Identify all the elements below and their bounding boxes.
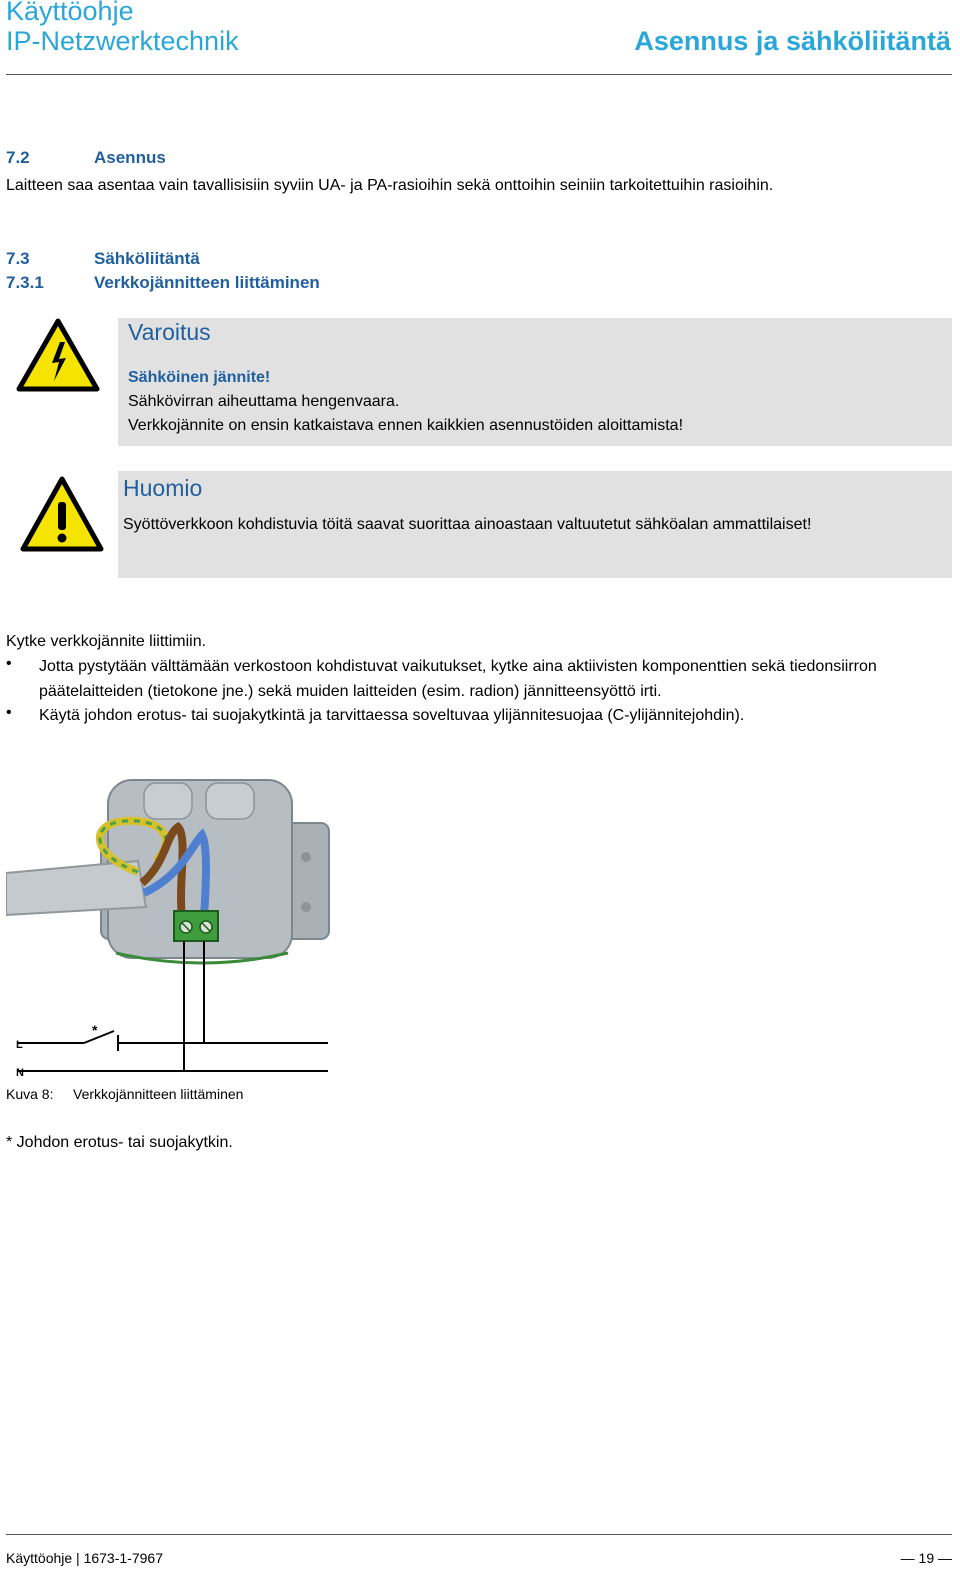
caution-exclamation-icon xyxy=(20,476,104,552)
footer-document-id: Käyttöohje | 1673-1-7967 xyxy=(6,1550,163,1566)
warning-line-2: Verkkojännite on ensin katkaistava ennen kaikkien asennustöiden aloittamista! xyxy=(128,417,684,434)
warning-subtitle: Sähköinen jännite! xyxy=(128,369,271,386)
connect-intro: Kytke verkkojännite liittimiin. xyxy=(6,633,207,650)
wiring-figure xyxy=(6,775,336,1080)
section-7-2-text: Laitteen saa asentaa vain tavallisisiin syviin UA- ja PA-rasioihin sekä onttoihin seiniin tarkoitettuihin rasioihin. xyxy=(6,177,774,194)
bullet-marker: • xyxy=(6,704,12,721)
figure-caption-text: Verkkojännitteen liittäminen xyxy=(73,1086,244,1102)
wiring-diagram xyxy=(6,775,336,1080)
bullet-item-2: Käytä johdon erotus- tai suojakytkintä ja tarvittaessa soveltuvaa ylijännitesuojaa (C-ylijännitejohdin). xyxy=(39,707,745,724)
section-title-sahkoliitanta: Sähköliitäntä xyxy=(94,249,200,268)
section-number-7-3-1: 7.3.1 xyxy=(6,273,44,292)
warning-line-1: Sähkövirran aiheuttama hengenvaara. xyxy=(128,393,400,410)
terminal-slot xyxy=(206,783,254,819)
chapter-title: Asennus ja sähköliitäntä xyxy=(634,26,951,56)
section-title-asennus: Asennus xyxy=(94,148,166,167)
bullet-marker: • xyxy=(6,655,12,672)
note-text: Syöttöverkkoon kohdistuvia töitä saavat suorittaa ainoastaan valtuutetut sähköalan ammattilaiset! xyxy=(123,516,812,533)
screw-hole xyxy=(301,852,311,862)
bullet-item-1: Jotta pystytään välttämään verkostoon kohdistuvat vaikutukset, kytke aina aktiivisten komponenttien sekä tiedonsiirron päätelaitteiden (tietokone jne.) sekä muiden laitteiden (esim. radion) jännitteensyöttö irti. xyxy=(39,658,877,700)
document-subtitle: IP-Netzwerktechnik xyxy=(6,26,239,56)
electric-hazard-icon xyxy=(16,318,100,392)
screw-hole xyxy=(301,902,311,912)
label-l: L xyxy=(16,1039,23,1051)
figure-caption-label: Kuva 8: xyxy=(6,1086,54,1102)
section-number-7-2: 7.2 xyxy=(6,148,30,167)
switch-blade xyxy=(84,1031,114,1043)
page-number: — 19 — xyxy=(900,1550,952,1566)
footnote: * Johdon erotus- tai suojakytkin. xyxy=(6,1134,233,1151)
section-number-7-3: 7.3 xyxy=(6,249,30,268)
section-title-verkkojannite: Verkkojännitteen liittäminen xyxy=(94,273,320,292)
document-title: Käyttöohje xyxy=(6,0,134,26)
terminal-slot xyxy=(144,783,192,819)
note-title: Huomio xyxy=(123,475,203,501)
label-n: N xyxy=(16,1067,24,1079)
header-rule xyxy=(6,74,952,75)
warning-title: Varoitus xyxy=(128,319,211,345)
switch-asterisk: * xyxy=(92,1022,98,1038)
footer-rule xyxy=(6,1534,952,1535)
